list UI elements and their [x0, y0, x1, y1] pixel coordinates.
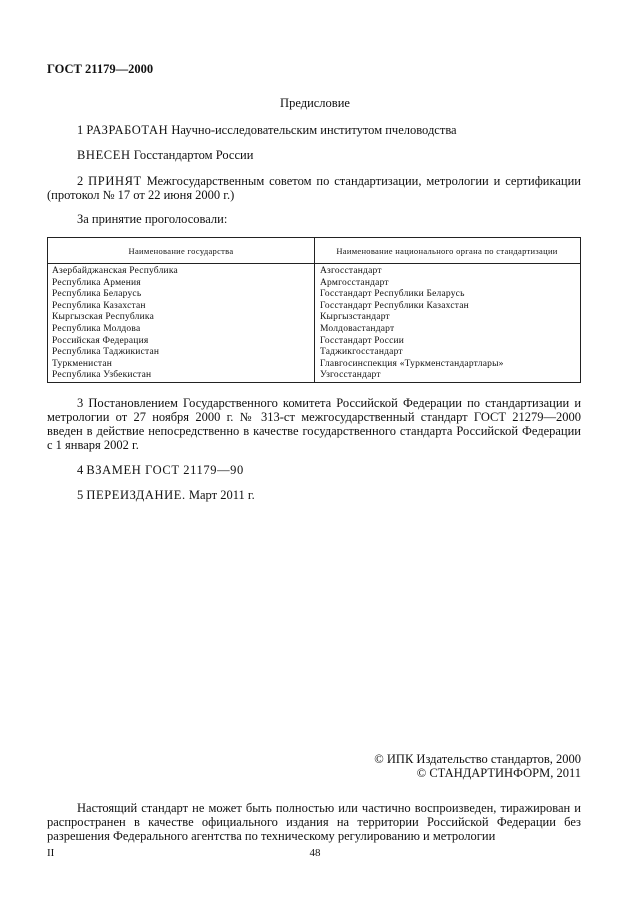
vote-intro-text: За принятие проголосовали: — [77, 212, 228, 226]
table-cell-country: Азербайджанская Республика — [52, 266, 178, 276]
table-cell-body: Таджикгосстандарт — [320, 347, 403, 358]
introduced-by — [47, 148, 581, 162]
section-text: Межгосударственным советом по стандартизации, метрологии и сертификации (протокол № 17 от 22 июня 2000 г.) — [47, 174, 581, 202]
table-cell-country: Республика Узбекистан — [52, 370, 152, 381]
notice-text: Настоящий стандарт не может быть полностью или частично воспроизведен, тиражирован и распространен в качестве официального издания на территории Российской Федерации без разрешения Федерального агентства по техническому регулированию и метрологии — [47, 801, 581, 843]
section-number: 5 — [77, 488, 84, 502]
section-text: Постановлением Государственного комитета Российской Федерации по стандартизации и метрологии от 27 ноября 2000 г. № 313-ст межгосударственный стандарт ГОСТ 21279—2000 введен в действие непосредственно в качестве государственного стандарта Российской Федерации с 1 января 2002 г. — [47, 396, 582, 452]
table-column-divider — [314, 238, 315, 382]
table-header-body: Наименование национального органа по стандартизации — [336, 246, 558, 256]
page-title: Предисловие — [280, 96, 350, 110]
table-cell-country: Республика Таджикистан — [52, 347, 160, 358]
table-cell-body: Молдовастандарт — [320, 323, 395, 334]
body-column — [320, 266, 504, 382]
voting-table — [47, 237, 581, 383]
copyright-line: © СТАНДАРТИНФОРМ, 2011 — [416, 766, 581, 780]
section-keyword: ВНЕСЕН — [77, 148, 131, 162]
section-number: 3 — [77, 396, 84, 410]
table-cell-country: Республика Беларусь — [52, 289, 142, 300]
section-text: Научно-исследовательским институтом пчеловодства — [171, 123, 457, 137]
table-header-divider — [48, 263, 580, 264]
table-cell-country: Туркменистан — [52, 358, 113, 369]
vote-intro — [47, 212, 581, 226]
reproduction-notice — [47, 801, 581, 843]
section-number: 1 — [77, 123, 84, 137]
table-cell-body: Узгосстандарт — [320, 370, 381, 381]
section-keyword: ПЕРЕИЗДАНИЕ. — [86, 488, 186, 502]
section-keyword: ПРИНЯТ — [88, 174, 142, 188]
table-cell-body: Госстандарт России — [320, 335, 405, 346]
table-cell-country: Кыргызская Республика — [52, 312, 154, 323]
table-header-country: Наименование государства — [128, 246, 234, 256]
copyright-block — [374, 752, 581, 780]
table-cell-body: Госстандарт Республики Казахстан — [320, 300, 469, 311]
section-2 — [47, 174, 581, 202]
section-text: Госстандартом России — [133, 148, 254, 162]
section-keyword: РАЗРАБОТАН — [86, 123, 169, 137]
section-keyword: ВЗАМЕН ГОСТ 21179—90 — [86, 463, 244, 477]
table-cell-country: Республика Армения — [52, 277, 141, 288]
section-4 — [47, 463, 581, 477]
table-cell-body: Главгосинспекция «Туркменстандартлары» — [320, 358, 504, 369]
roman-page-marker: II — [47, 847, 55, 859]
section-5 — [47, 488, 581, 502]
section-number: 4 — [77, 463, 84, 477]
page-number: 48 — [309, 847, 321, 859]
table-cell-country: Республика Молдова — [52, 323, 141, 334]
section-1 — [47, 123, 581, 137]
document-code: ГОСТ 21179—2000 — [47, 62, 154, 76]
table-cell-country: Российская Федерация — [52, 335, 149, 346]
country-column — [52, 266, 178, 382]
table-cell-body: Армгосстандарт — [320, 277, 389, 288]
table-cell-country: Республика Казахстан — [52, 300, 146, 311]
table-cell-body: Госстандарт Республики Беларусь — [320, 289, 465, 300]
section-number: 2 — [77, 174, 84, 188]
section-3 — [47, 396, 581, 452]
table-cell-body: Азгосстандарт — [320, 266, 382, 276]
copyright-line: © ИПК Издательство стандартов, 2000 — [374, 752, 581, 766]
section-text: Март 2011 г. — [188, 488, 255, 502]
table-cell-body: Кыргызстандарт — [320, 312, 390, 323]
